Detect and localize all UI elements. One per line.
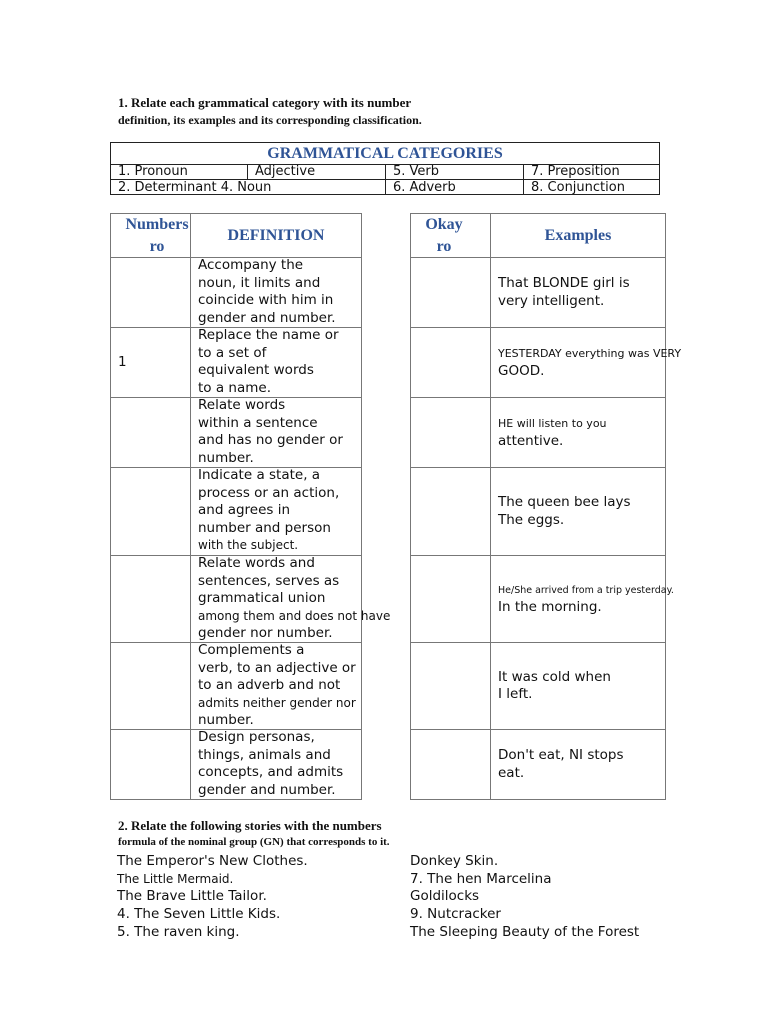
definition-line: noun, it limits and xyxy=(198,274,321,291)
definition-line: Design personas, xyxy=(198,729,315,745)
story-item-left: The Little Mermaid. xyxy=(117,872,234,886)
example-line: The queen bee lays xyxy=(498,494,631,510)
category-cell xyxy=(248,180,386,195)
definition-line: among them and does not have xyxy=(198,608,391,623)
example-line: I left. xyxy=(498,686,533,702)
example-line: GOOD. xyxy=(498,362,545,379)
story-item-right: 9. Nutcracker xyxy=(410,906,501,922)
definition-line: within a sentence xyxy=(198,414,318,431)
example-text xyxy=(498,669,611,704)
example-text xyxy=(498,415,607,450)
example-line: attentive. xyxy=(498,432,564,449)
definition-line: gender and number. xyxy=(198,781,336,798)
example-text xyxy=(498,345,681,380)
story-item-right: 7. The hen Marcelina xyxy=(410,871,552,887)
okay-header-line2: ro xyxy=(436,238,452,255)
okay-cell xyxy=(411,468,491,555)
number-cell xyxy=(111,468,191,555)
definition-text xyxy=(198,257,378,327)
okay-cell xyxy=(411,398,491,467)
section1-heading-line1: 1. Relate each grammatical category with its number xyxy=(118,95,412,110)
number-cell xyxy=(111,258,191,327)
definition-line: grammatical union xyxy=(198,590,326,606)
row-number: 1 xyxy=(118,354,127,370)
examples-table xyxy=(410,213,682,800)
definition-text xyxy=(198,642,378,730)
definition-text xyxy=(198,555,391,643)
examples-header-row xyxy=(411,214,665,258)
definition-line: Indicate a state, a xyxy=(198,467,321,483)
okay-cell xyxy=(411,258,491,327)
definition-line: admits neither gender nor xyxy=(198,695,356,710)
definition-row xyxy=(111,398,361,468)
example-text xyxy=(498,494,631,529)
grammatical-categories-table xyxy=(110,142,660,195)
definition-row xyxy=(111,328,361,398)
definition-line: gender nor number. xyxy=(198,625,333,641)
example-line: The eggs. xyxy=(498,511,565,528)
okay-cell xyxy=(411,643,491,729)
example-line: Don't eat, NI stops xyxy=(498,747,624,763)
examples-row xyxy=(411,643,665,730)
examples-row xyxy=(411,328,682,398)
definition-line: number. xyxy=(198,712,254,728)
definition-row xyxy=(111,643,361,730)
number-cell xyxy=(111,643,191,729)
story-item-right: Donkey Skin. xyxy=(410,853,499,869)
categories-row-1 xyxy=(111,164,659,180)
okay-cell xyxy=(411,328,491,397)
examples-row xyxy=(411,258,665,328)
definition-line: to a name. xyxy=(198,379,271,396)
definition-line: and agrees in xyxy=(198,502,291,518)
example-text xyxy=(498,747,624,782)
category-cell: 1. Pronoun xyxy=(111,164,248,179)
definition-row xyxy=(111,555,391,643)
example-line: YESTERDAY everything was VERY xyxy=(498,347,682,360)
okay-header xyxy=(411,214,477,258)
okay-cell xyxy=(411,556,491,642)
definition-header: DEFINITION xyxy=(227,227,325,244)
definition-text xyxy=(198,467,378,555)
story-item-left: 4. The Seven Little Kids. xyxy=(117,906,281,922)
okay-cell xyxy=(411,730,491,800)
numbers-header xyxy=(111,214,203,258)
definition-line: Replace the name or xyxy=(198,327,339,343)
examples-row xyxy=(411,468,665,556)
story-item-left: The Brave Little Tailor. xyxy=(117,888,267,904)
category-cell: 7. Preposition xyxy=(531,164,620,179)
definition-text xyxy=(198,397,378,467)
definition-row xyxy=(111,468,361,556)
category-cell: 6. Adverb xyxy=(386,180,524,195)
definition-line: Relate words xyxy=(198,397,286,413)
examples-row xyxy=(411,730,665,800)
category-cell: 8. Conjunction xyxy=(531,180,625,195)
example-line: HE will listen to you xyxy=(498,417,607,430)
definition-row xyxy=(111,730,361,800)
example-line: He/She arrived from a trip yesterday. xyxy=(498,584,674,596)
definition-line: things, animals and xyxy=(198,746,331,763)
definition-line: verb, to an adjective or xyxy=(198,659,356,676)
story-item-right: Goldilocks xyxy=(410,888,480,904)
categories-title: GRAMMATICAL CATEGORIES xyxy=(111,143,659,165)
story-item-left: 5. The raven king. xyxy=(117,924,240,940)
example-line: eat. xyxy=(498,764,525,781)
definition-row xyxy=(111,258,361,328)
definition-line: Relate words and xyxy=(198,555,315,571)
category-cell: Adjective xyxy=(248,164,386,179)
section1-heading-line2: definition, its examples and its corresponding classification. xyxy=(118,113,422,127)
definition-line: equivalent words xyxy=(198,362,314,378)
example-line: In the morning. xyxy=(498,599,602,615)
definition-line: Accompany the xyxy=(198,257,304,273)
example-text xyxy=(498,275,630,310)
definition-line: concepts, and admits xyxy=(198,764,344,780)
example-line: That BLONDE girl is xyxy=(498,275,630,291)
number-cell xyxy=(111,398,191,467)
category-cell: 5. Verb xyxy=(386,164,524,179)
number-cell xyxy=(111,730,191,800)
story-item-left: The Emperor's New Clothes. xyxy=(117,853,308,869)
section2-heading-line1: 2. Relate the following stories with the numbers xyxy=(118,818,382,833)
category-cell: 2. Determinant 4. Noun xyxy=(118,180,272,195)
numbers-header-line2: ro xyxy=(149,238,165,255)
definition-line: number. xyxy=(198,449,254,466)
example-text xyxy=(498,582,674,617)
definition-table xyxy=(110,213,391,800)
categories-row-2 xyxy=(111,180,659,195)
examples-header: Examples xyxy=(544,227,612,244)
example-line: It was cold when xyxy=(498,668,611,685)
definition-line: coincide with him in xyxy=(198,292,334,308)
definition-line: with the subject. xyxy=(198,538,299,552)
example-line: very intelligent. xyxy=(498,292,605,309)
definition-line: number and person xyxy=(198,519,331,536)
definition-line: process or an action, xyxy=(198,484,340,501)
definition-line: to a set of xyxy=(198,344,267,361)
definition-line: gender and number. xyxy=(198,309,336,326)
definition-header-row xyxy=(111,214,361,258)
numbers-header-line1: Numbers xyxy=(125,216,189,233)
definition-text xyxy=(198,327,378,397)
definition-text xyxy=(198,729,378,799)
examples-row xyxy=(411,556,674,643)
examples-row xyxy=(411,398,665,468)
definition-line: sentences, serves as xyxy=(198,572,340,589)
definition-line: Complements a xyxy=(198,642,305,658)
story-item-right: The Sleeping Beauty of the Forest xyxy=(410,924,640,940)
definition-line: to an adverb and not xyxy=(198,677,341,693)
okay-header-line1: Okay xyxy=(425,216,463,233)
number-cell xyxy=(111,556,191,642)
section2-heading-line2: formula of the nominal group (GN) that corresponds to it. xyxy=(118,836,390,848)
definition-line: and has no gender or xyxy=(198,432,343,448)
